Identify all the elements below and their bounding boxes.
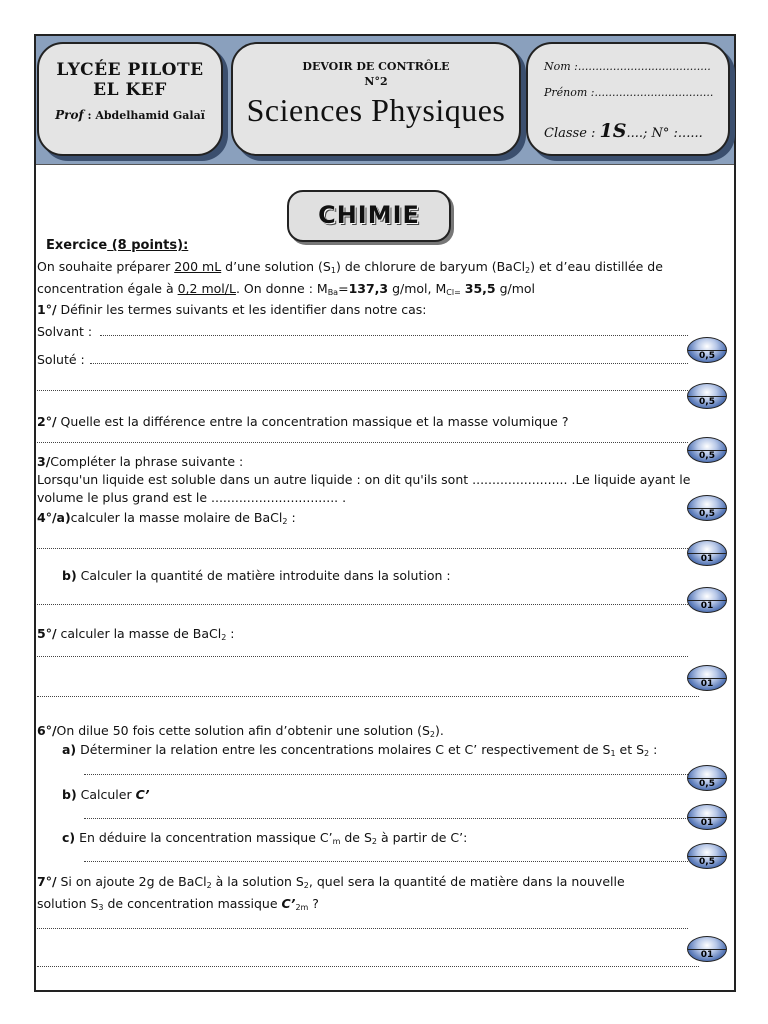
teacher-name (39, 108, 221, 122)
answer-line[interactable] (100, 335, 688, 336)
exam-title-box (231, 42, 521, 156)
question-7-line2: solution $S_3$ de concentration massique $C’_{2m}$ ? (37, 896, 319, 912)
nom-field[interactable]: Nom :...................................... (544, 60, 711, 73)
subject-title: Sciences Physiques (246, 92, 506, 128)
exercise-points: (8 points): (107, 238, 189, 253)
answer-line[interactable] (37, 548, 688, 549)
question-3: 3/Compléter la phrase suivante : (37, 454, 244, 469)
exam-number: N°2 (364, 75, 388, 88)
score-badge: 01 (687, 540, 727, 566)
question-3-line3: volume le plus grand est le ................................ . (37, 490, 347, 505)
score-badge: 0,5 (687, 843, 727, 869)
question-4b: b) Calculer la quantité de matière introduite dans la solution : (62, 568, 451, 583)
question-1: 1°/ Définir les termes suivants et les identifier dans notre cas: (37, 302, 427, 317)
prof-name: : Abdelhamid Galaï (83, 109, 205, 122)
intro-line2: concentration égale à 0,2 mol/L. On donne : $M_{Ba}=137,3$ g/mol, $M_{Cl=}$ 35,5 g/mol (37, 281, 536, 297)
section-title: CHIMIE (318, 201, 420, 229)
classe-label: Classe : (544, 126, 600, 141)
classe-rest: ....; N° :...... (626, 126, 703, 141)
classe-field[interactable] (544, 120, 703, 142)
exam-type: DEVOIR DE CONTRÔLE (302, 60, 450, 73)
student-info-box (526, 42, 730, 156)
school-box (37, 42, 223, 156)
question-6c: c) En déduire la concentration massique $C’_m$ de $S_2$ à partir de C’: (62, 830, 468, 846)
score-badge: 01 (687, 665, 727, 691)
score-badge: 01 (687, 587, 727, 613)
exercise-title (46, 238, 188, 253)
score-badge: 0,5 (687, 765, 727, 791)
intro-line1: On souhaite préparer 200 mL d’une solution $(S_1)$ de chlorure de baryum (BaCl$_2$) et d’eau distillée de (37, 259, 663, 275)
question-5: 5°/ calculer la masse de BaCl$_2$ : (37, 626, 235, 642)
question-6: 6°/On dilue 50 fois cette solution afin d’obtenir une solution $(S_2)$. (37, 723, 444, 739)
school-name-line2: EL KEF (93, 80, 167, 100)
question-7: 7°/ Si on ajoute 2g de BaCl$_2$ à la solution $S_2$, quel sera la quantité de matière dans la nouvelle (37, 874, 625, 890)
school-name-line1: LYCÉE PILOTE (56, 60, 204, 80)
answer-line[interactable] (84, 818, 688, 819)
answer-line[interactable] (37, 966, 699, 967)
score-badge: 0,5 (687, 437, 727, 463)
answer-line[interactable] (90, 363, 688, 364)
answer-line[interactable] (37, 656, 688, 657)
solute-label: Soluté : (37, 352, 85, 367)
exercise-label: Exercice (46, 238, 108, 253)
answer-line[interactable] (37, 928, 688, 929)
question-6a: a) Déterminer la relation entre les concentrations molaires C et C’ respectivement de $S_1$ et $S_2$ : (62, 742, 658, 758)
answer-line[interactable] (37, 390, 688, 391)
solvant-label: Solvant : (37, 324, 93, 339)
answer-line[interactable] (84, 861, 688, 862)
question-6b: b) Calculer C’ (62, 787, 150, 802)
score-badge: 01 (687, 936, 727, 962)
question-3-line2: Lorsqu'un liquide est soluble dans un autre liquide : on dit qu'ils sont ........................ .Le liquide ayant le (37, 472, 691, 487)
prenom-field[interactable]: Prénom :.................................. (544, 86, 714, 99)
answer-line[interactable] (37, 604, 688, 605)
classe-value: 1S (599, 120, 627, 142)
question-2: 2°/ Quelle est la différence entre la concentration massique et la masse volumique ? (37, 414, 569, 429)
prof-prefix: Prof (55, 108, 84, 122)
answer-line[interactable] (84, 774, 688, 775)
question-4a: 4°/a)calculer la masse molaire de BaCl$_2$ : (37, 510, 296, 526)
score-badge: 0,5 (687, 337, 727, 363)
section-title-box (287, 190, 451, 242)
answer-line[interactable] (37, 442, 688, 443)
score-badge: 01 (687, 804, 727, 830)
score-badge: 0,5 (687, 383, 727, 409)
answer-line[interactable] (37, 696, 699, 697)
score-badge: 0,5 (687, 495, 727, 521)
